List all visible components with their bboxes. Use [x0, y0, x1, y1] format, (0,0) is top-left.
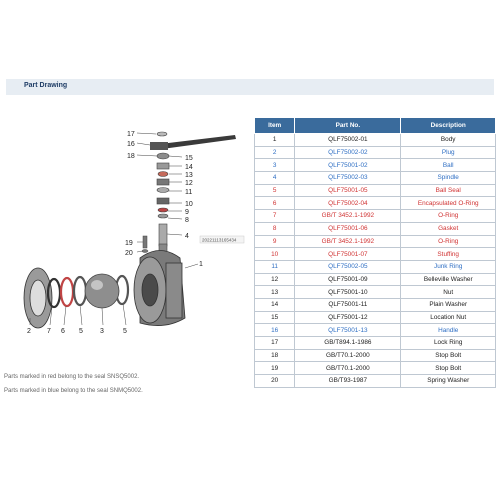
handle-drawing [150, 135, 236, 150]
table-row [255, 362, 496, 375]
cell-item: 13 [255, 286, 295, 299]
ball-drawing [85, 274, 119, 308]
cell-item: 3 [255, 159, 295, 172]
parts-table [254, 117, 496, 388]
cell-part-no: GB/T70.1-2000 [295, 362, 401, 375]
table-row [255, 286, 496, 299]
valve-body-drawing [134, 251, 185, 326]
cell-description: Gasket [401, 222, 496, 235]
parts-table-header [255, 118, 496, 134]
header-item: Item [255, 118, 295, 134]
cell-part-no: GB/T894.1-1986 [295, 337, 401, 350]
exploded-valve-diagram [0, 118, 250, 348]
table-row [255, 172, 496, 185]
cell-part-no: QLF75002-03 [295, 172, 401, 185]
cell-description: Body [401, 134, 496, 147]
cell-part-no: GB/T 3452.1-1992 [295, 210, 401, 223]
cell-part-no: QLF75002-04 [295, 197, 401, 210]
cell-part-no: QLF75001-12 [295, 311, 401, 324]
callout-2: 2 [27, 328, 31, 335]
cell-part-no: QLF75001-11 [295, 298, 401, 311]
cell-part-no: QLF75001-06 [295, 222, 401, 235]
cell-part-no: QLF75002-02 [295, 146, 401, 159]
cell-item: 9 [255, 235, 295, 248]
callout-6: 6 [61, 328, 65, 335]
note-red-seal: Parts marked in red belong to the seal SNSQ5002. [4, 374, 140, 380]
callout-14: 14 [185, 164, 193, 171]
cell-description: Location Nut [401, 311, 496, 324]
table-row [255, 298, 496, 311]
table-row [255, 184, 496, 197]
cell-part-no: QLF75001-10 [295, 286, 401, 299]
stem-stack-drawing [157, 132, 169, 254]
cell-item: 8 [255, 222, 295, 235]
cell-description: Stop Bolt [401, 362, 496, 375]
cell-part-no: QLF75001-13 [295, 324, 401, 337]
cell-description: Handle [401, 324, 496, 337]
cell-item: 18 [255, 349, 295, 362]
cell-description: Junk Ring [401, 260, 496, 273]
note-blue-seal: Parts marked in blue belong to the seal SNMQ5002. [4, 388, 143, 394]
cell-part-no: GB/T93-1987 [295, 375, 401, 388]
callout-5-right: 5 [123, 328, 127, 335]
cell-description: Spring Washer [401, 375, 496, 388]
cell-description: Nut [401, 286, 496, 299]
stamp-text: 20221113165434 [202, 237, 237, 243]
callout-5: 5 [79, 328, 83, 335]
cell-item: 11 [255, 260, 295, 273]
cell-description: O-Ring [401, 235, 496, 248]
cell-item: 6 [255, 197, 295, 210]
callout-12: 12 [185, 180, 193, 187]
cell-item: 12 [255, 273, 295, 286]
section-title: Part Drawing [24, 82, 68, 89]
cell-part-no: QLF75002-05 [295, 260, 401, 273]
cell-description: Plain Washer [401, 298, 496, 311]
cell-part-no: QLF75001-05 [295, 184, 401, 197]
table-row [255, 248, 496, 261]
table-row [255, 235, 496, 248]
table-row [255, 159, 496, 172]
callout-9: 9 [185, 209, 189, 216]
cell-description: Stop Bolt [401, 349, 496, 362]
cell-description: Plug [401, 146, 496, 159]
cell-description: Spindle [401, 172, 496, 185]
cell-item: 1 [255, 134, 295, 147]
table-row [255, 134, 496, 147]
cell-item: 16 [255, 324, 295, 337]
cell-part-no: GB/T70.1-2000 [295, 349, 401, 362]
callout-13: 13 [185, 172, 193, 179]
header-description: Description [401, 118, 496, 134]
cell-item: 19 [255, 362, 295, 375]
section-header-bar [6, 79, 494, 95]
callout-15: 15 [185, 155, 193, 162]
callout-7: 7 [47, 328, 51, 335]
callout-19: 19 [125, 240, 133, 247]
cell-description: Belleville Washer [401, 273, 496, 286]
table-row [255, 146, 496, 159]
cell-item: 10 [255, 248, 295, 261]
header-part-no: Part No. [295, 118, 401, 134]
cell-item: 2 [255, 146, 295, 159]
table-row [255, 349, 496, 362]
cell-part-no: QLF75001-09 [295, 273, 401, 286]
callout-10: 10 [185, 201, 193, 208]
callout-17: 17 [127, 131, 135, 138]
cell-description: O-Ring [401, 210, 496, 223]
callout-3: 3 [100, 328, 104, 335]
callout-16: 16 [127, 141, 135, 148]
cell-item: 20 [255, 375, 295, 388]
table-row [255, 222, 496, 235]
cell-part-no: QLF75002-01 [295, 134, 401, 147]
cell-description: Stuffing [401, 248, 496, 261]
callout-1: 1 [199, 261, 203, 268]
cell-item: 17 [255, 337, 295, 350]
cell-item: 14 [255, 298, 295, 311]
table-row [255, 197, 496, 210]
table-row [255, 375, 496, 388]
table-row [255, 337, 496, 350]
table-row [255, 324, 496, 337]
cell-description: Lock Ring [401, 337, 496, 350]
cell-item: 15 [255, 311, 295, 324]
table-row [255, 273, 496, 286]
cell-item: 7 [255, 210, 295, 223]
parts-table-body [255, 134, 496, 388]
cell-description: Ball Seal [401, 184, 496, 197]
table-row [255, 260, 496, 273]
cell-item: 4 [255, 172, 295, 185]
stop-bolts-drawing [142, 236, 148, 253]
cell-description: Ball [401, 159, 496, 172]
callout-8: 8 [185, 217, 189, 224]
callout-18: 18 [127, 153, 135, 160]
table-row [255, 311, 496, 324]
callout-20: 20 [125, 250, 133, 257]
table-row [255, 210, 496, 223]
cell-part-no: QLF75001-02 [295, 159, 401, 172]
cell-description: Encapsulated O-Ring [401, 197, 496, 210]
callout-4: 4 [185, 233, 189, 240]
cell-item: 5 [255, 184, 295, 197]
cell-part-no: GB/T 3452.1-1992 [295, 235, 401, 248]
callout-11: 11 [185, 189, 193, 196]
cell-part-no: QLF75001-07 [295, 248, 401, 261]
